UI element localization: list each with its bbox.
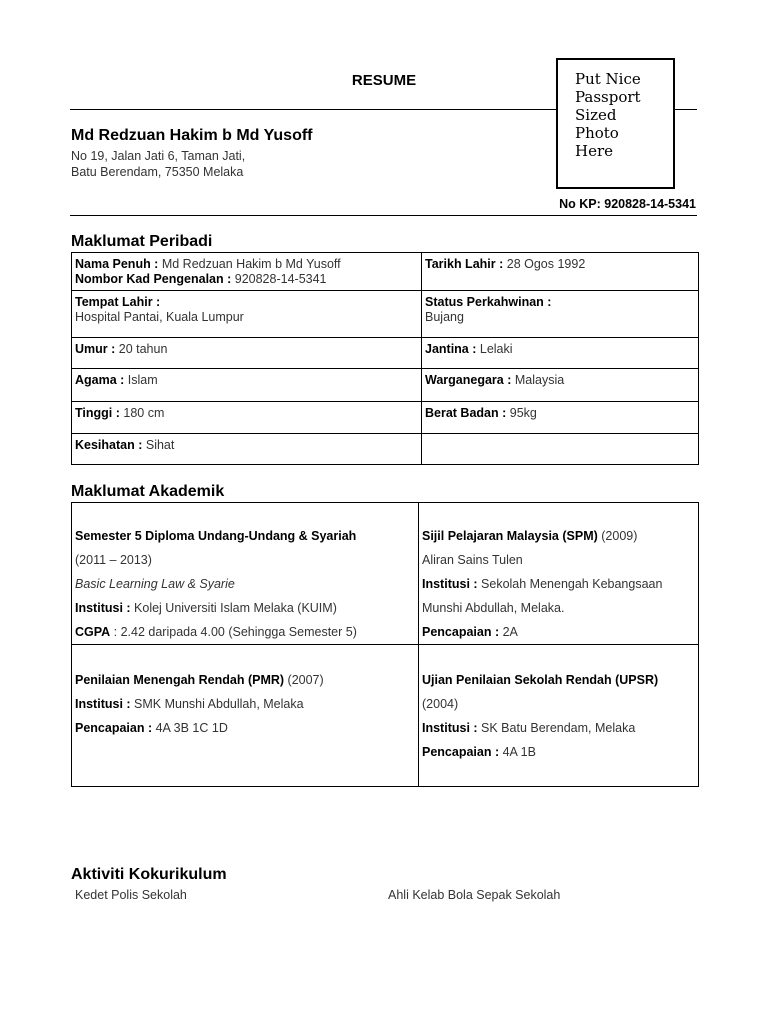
field-value: 95kg — [506, 406, 537, 420]
table-cell — [72, 402, 422, 434]
header-rule-bottom — [70, 215, 697, 216]
table-row — [72, 402, 699, 434]
field-label: Jantina : — [425, 342, 477, 356]
field-label: Institusi : — [75, 697, 131, 711]
field-value: 4A 1B — [499, 745, 536, 759]
field-value: 920828-14-5341 — [231, 272, 327, 286]
field-label: Nombor Kad Pengenalan : — [75, 272, 232, 286]
field-label: Tarikh Lahir : — [425, 257, 504, 271]
academic-table — [71, 502, 699, 787]
field-label: Berat Badan : — [425, 406, 507, 420]
field-label: Nama Penuh : — [75, 257, 159, 271]
qualification-title: Sijil Pelajaran Malaysia (SPM) — [422, 529, 598, 543]
field-value: Sekolah Menengah Kebangsaan — [477, 577, 663, 591]
field-label: Institusi : — [75, 601, 131, 615]
field-value: 28 Ogos 1992 — [503, 257, 586, 271]
table-cell — [422, 253, 699, 291]
table-row — [72, 338, 699, 369]
photo-placeholder — [556, 58, 675, 189]
qualification-title: Penilaian Menengah Rendah (PMR) — [75, 673, 285, 687]
field-value: Bujang — [425, 310, 464, 324]
field-label: Tempat Lahir : — [75, 295, 161, 309]
photo-text-line: Sized — [575, 106, 617, 124]
table-cell — [72, 369, 422, 402]
list-item: Ahli Kelab Bola Sepak Sekolah — [388, 888, 561, 902]
table-cell — [72, 291, 422, 338]
table-row — [72, 253, 699, 291]
table-cell — [72, 253, 422, 291]
table-row — [72, 645, 699, 787]
photo-text-line: Passport — [575, 88, 641, 106]
field-label: Warganegara : — [425, 373, 512, 387]
field-value: Munshi Abdullah, Melaka. — [422, 601, 565, 615]
field-value: Malaysia — [511, 373, 565, 387]
table-cell — [419, 645, 699, 787]
qualification-years: (2011 – 2013) — [75, 553, 152, 567]
field-label: Kesihatan : — [75, 438, 143, 452]
field-label: Pencapaian : — [422, 745, 500, 759]
stream-name: Aliran Sains Tulen — [422, 553, 523, 567]
qualification-title: Ujian Penilaian Sekolah Rendah (UPSR) — [422, 673, 659, 687]
table-row — [72, 291, 699, 338]
field-label: Tinggi : — [75, 406, 120, 420]
qualification-years: (2004) — [422, 697, 459, 711]
table-cell — [422, 402, 699, 434]
table-cell — [422, 338, 699, 369]
table-cell — [72, 645, 419, 787]
table-cell — [72, 338, 422, 369]
field-label: Pencapaian : — [75, 721, 153, 735]
section-cocurricular-title: Aktiviti Kokurikulum — [71, 866, 227, 883]
table-cell — [422, 291, 699, 338]
field-label: Agama : — [75, 373, 125, 387]
field-value: 20 tahun — [115, 342, 168, 356]
address-line-2: Batu Berendam, 75350 Melaka — [71, 165, 244, 179]
field-label: CGPA — [75, 625, 111, 639]
field-value: Islam — [124, 373, 158, 387]
list-item: Kedet Polis Sekolah — [75, 888, 187, 902]
table-cell — [422, 434, 699, 465]
field-value: SK Batu Berendam, Melaka — [477, 721, 636, 735]
resume-title: RESUME — [351, 72, 417, 89]
table-row — [72, 434, 699, 465]
field-value: 4A 3B 1C 1D — [152, 721, 228, 735]
qualification-years: (2009) — [597, 529, 638, 543]
field-value: Kolej Universiti Islam Melaka (KUIM) — [130, 601, 337, 615]
field-label: Pencapaian : — [422, 625, 500, 639]
field-label: Umur : — [75, 342, 116, 356]
table-cell — [422, 369, 699, 402]
section-personal-title: Maklumat Peribadi — [71, 233, 213, 250]
table-row — [72, 503, 699, 645]
photo-text-line: Photo — [575, 124, 619, 142]
field-label: Institusi : — [422, 721, 478, 735]
course-name: Basic Learning Law & Syarie — [75, 577, 235, 591]
address-line-1: No 19, Jalan Jati 6, Taman Jati, — [71, 149, 246, 163]
header-rule-top-right — [675, 109, 697, 110]
field-value: 180 cm — [119, 406, 165, 420]
table-cell — [72, 434, 422, 465]
table-cell — [72, 503, 419, 645]
full-name: Md Redzuan Hakim b Md Yusoff — [71, 127, 313, 144]
field-value: SMK Munshi Abdullah, Melaka — [130, 697, 304, 711]
qualification-title: Semester 5 Diploma Undang-Undang & Syariah — [75, 529, 357, 543]
table-cell — [419, 503, 699, 645]
photo-text-line: Put Nice — [575, 70, 641, 88]
field-value: Hospital Pantai, Kuala Lumpur — [75, 310, 244, 324]
photo-text-line: Here — [575, 142, 614, 160]
field-value: : 2.42 daripada 4.00 (Sehingga Semester 5) — [110, 625, 357, 639]
personal-info-table — [71, 252, 699, 465]
field-label: Institusi : — [422, 577, 478, 591]
table-row — [72, 369, 699, 402]
section-academic-title: Maklumat Akademik — [71, 483, 225, 500]
qualification-years: (2007) — [284, 673, 324, 687]
field-value: Sihat — [142, 438, 175, 452]
field-value: 2A — [499, 625, 518, 639]
header-rule-top-left — [70, 109, 556, 110]
id-number: No KP: 920828-14-5341 — [559, 197, 696, 211]
field-value: Lelaki — [476, 342, 513, 356]
field-label: Status Perkahwinan : — [425, 295, 552, 309]
field-value: Md Redzuan Hakim b Md Yusoff — [158, 257, 341, 271]
